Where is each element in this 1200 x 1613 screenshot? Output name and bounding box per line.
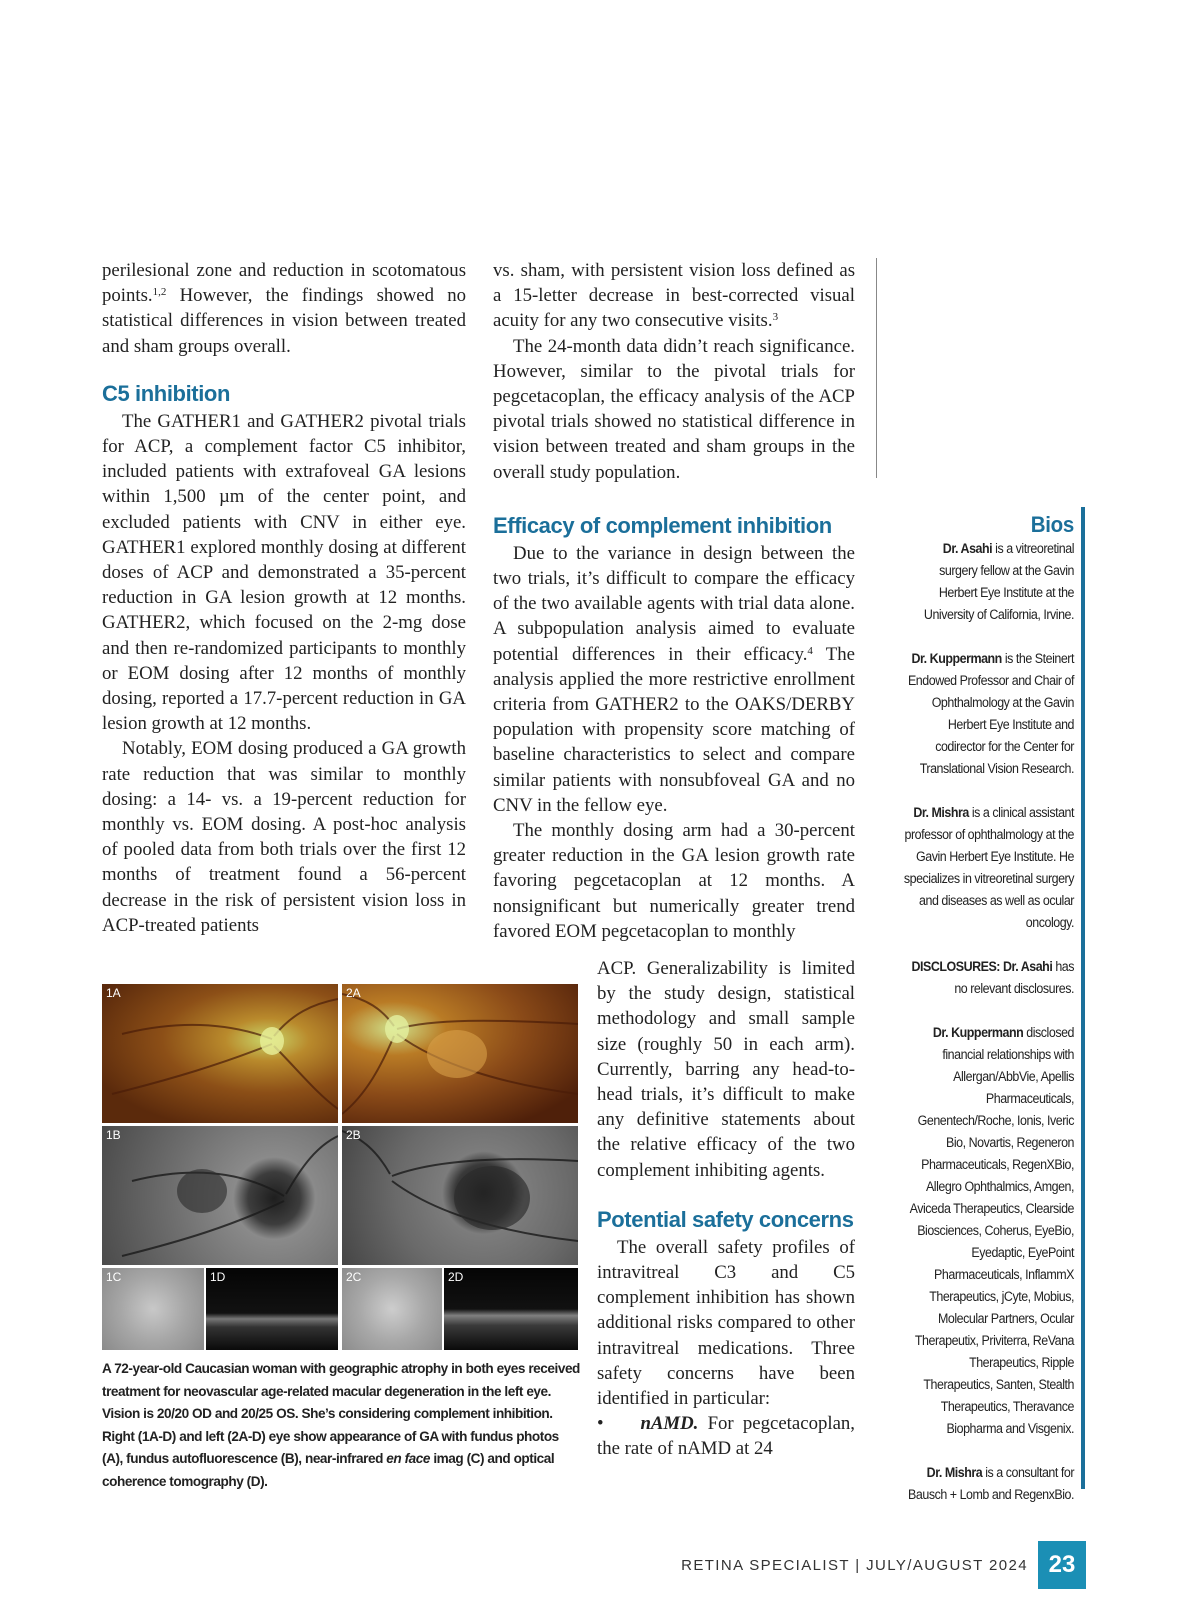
bio-mishra: Dr. Mishra is a clinical assistant professor of ophthalmology at the Gavin Herbert Eye Institute. He specializes in vitreoretinal surgery and diseases as well as ocular oncology. [903,805,1074,930]
article-column-1 [102,258,466,938]
near-infrared-left-eye [342,1268,442,1350]
autofluorescence-left-eye [342,1126,578,1265]
oct-left-eye [444,1268,578,1350]
autofluorescence-right-eye [102,1126,338,1265]
paragraph: The GATHER1 and GATHER2 pivotal trials for ACP, a complement factor C5 inhibitor, included patients with extrafoveal GA lesions within 1,500 µm of the center point, and excluded patients with CNV in either eye. GATHER1 explored monthly dosing at different doses of ACP and demonstrated a 35-percent reduction in GA lesion growth at 12 months. GATHER2, which focused on the 2-mg dose and then re-randomized participants to monthly or EOM dosing after 12 months of monthly dosing, reported a 17.7-percent reduction in GA lesion growth at 12 months. [102,410,466,735]
disclosure-mishra: Dr. Mishra is a consultant for Bausch + Lomb and RegenxBio. [908,1465,1074,1502]
fundus-photo-left-eye [342,984,578,1123]
journal-name: RETINA SPECIALIST | JULY/AUGUST 2024 [681,1556,1028,1574]
paragraph: vs. sham, with persistent vision loss defined as a 15-letter decrease in best-corrected visual acuity for any two consecutive visits.$^3$ [493,260,855,332]
disclosure-asahi: DISCLOSURES: Dr. Asahi has no relevant disclosures. [911,959,1074,996]
fundus-photo-right-eye [102,984,338,1123]
vessel-overlay [102,984,338,1123]
bios-accent-bar [1081,507,1085,1489]
panel-label: 1B [106,1128,121,1142]
bios-sidebar [903,512,1074,1528]
paragraph: Notably, EOM dosing produced a GA growth rate reduction that was similar to monthly dosing: a 14- vs. a 19-percent reduction for monthly vs. EOM dosing. A post-hoc analysis of pooled data from both trials over the first 12 months of treatment found a 56-percent decrease in the risk of persistent vision loss in ACP-treated patients [102,738,466,936]
vessel-overlay [342,1126,578,1265]
citation: 1,2 [152,286,167,299]
panel-label: 2B [346,1128,361,1142]
figure-caption: A 72-year-old Caucasian woman with geographic atrophy in both eyes received treatment for neovascular age-related macular degeneration in the left eye. Vision is 20/20 OD and 20/25 OS. She’s considering complement inhibition. Right (1A-D) and left (2A-D) eye show appearance of GA with fundus photos (A), fundus autofluorescence (B), near-infrared en face imag (C) and optical coherence tomography (D). [102,1361,580,1489]
panel-label: 2C [346,1270,362,1284]
near-infrared-right-eye [102,1268,204,1350]
paragraph: Due to the variance in design between the two trials, it’s difficult to compare the efficacy of the two available agents with trial data alone. A subpopulation analysis aimed to evaluate potential differences in their efficacy.$^4$ The analysis applied the more restrictive enrollment criteria from GATHER2 to the OAKS/DERBY population with propensity score matching of baseline characteristics to select and compare similar patients with nonsubfoveal GA and no CNV in the fellow eye. [493,542,855,816]
bullet-icon: • [597,1413,604,1435]
bullet-item: • nAMD. For pegcetacoplan, the rate of nAMD at 24 [597,1413,855,1460]
panel-label: 2D [448,1270,464,1284]
article-column-2-continued [597,956,855,1462]
vessel-overlay [102,1126,338,1265]
paragraph: The overall safety profiles of intravitreal C3 and C5 complement inhibition has shown additional risks compared to other intravitreal medications. Three safety concerns have been identified in particular: [597,1236,855,1410]
section-heading-c5: C5 inhibition [102,380,231,406]
paragraph: The monthly dosing arm had a 30-percent greater reduction in the GA lesion growth rate favoring pegcetacoplan at 12 months. A nonsignificant but numerically greater trend favored EOM pegcetacoplan to monthly [493,820,855,942]
article-column-2 [493,258,855,944]
panel-label: 1D [210,1270,226,1284]
paragraph: The 24-month data didn’t reach significance. However, similar to the pivotal trials for pegcetacoplan, the efficacy analysis of the ACP pivotal trials showed no statistical difference in vision between treated and sham groups in the overall study population. [493,335,855,483]
section-heading-safety: Potential safety concerns [597,1206,854,1232]
citation: 3 [772,311,779,324]
paragraph: ACP. Generalizability is limited by the study design, statistical methodology and small sample size (roughly 50 in each arm). Currently, barring any head-to-head trials, it’s difficult to make any definitive statements about the relative efficacy of the two complement inhibiting agents. [597,958,855,1181]
oct-right-eye [206,1268,338,1350]
column-divider [876,258,877,478]
disclosure-kuppermann: Dr. Kuppermann disclosed financial relationships with Allergan/AbbVie, Apellis Pharmaceuticals, Genentech/Roche, Ionis, Iveric Bio, Novartis, Regeneron Pharmaceuticals, RegenXBio, Allegro Ophthalmics, Amgen, Aviceda Therapeutics, Clearside Biosciences, Coherus, EyeBio, Eyedaptic, EyePoint Pharmaceuticals, InflammX Therapeutics, jCyte, Mobius, Molecular Partners, Ocular Therapeutix, Priviterra, ReVana Therapeutics, Ripple Therapeutics, Santen, Stealth Therapeutics, Theravance Biopharma and Visgenix. [909,1025,1074,1436]
paragraph: perilesional zone and reduction in scotomatous points.$^{1,2}$ However, the findings showed no statistical differences in vision between treated and sham groups overall. [102,260,466,357]
page-number: 23 [1038,1541,1086,1589]
section-heading-efficacy: Efficacy of complement inhibition [493,512,832,538]
page-footer [681,1543,1086,1587]
retina-image-figure [102,984,578,1350]
bios-title: Bios [1030,512,1074,537]
panel-label: 1C [106,1270,122,1284]
panel-label: 1A [106,986,121,1000]
bio-kuppermann: Dr. Kuppermann is the Steinert Endowed Professor and Chair of Ophthalmology at the Gavin Herbert Eye Institute and codirector for the Center for Translational Vision Research. [907,651,1074,776]
bio-asahi: Dr. Asahi is a vitreoretinal surgery fellow at the Gavin Herbert Eye Institute at the University of California, Irvine. [923,541,1074,622]
citation: 4 [807,644,813,657]
vessel-overlay [342,984,578,1123]
panel-label: 2A [346,986,361,1000]
bullet-term: nAMD. [640,1413,699,1435]
